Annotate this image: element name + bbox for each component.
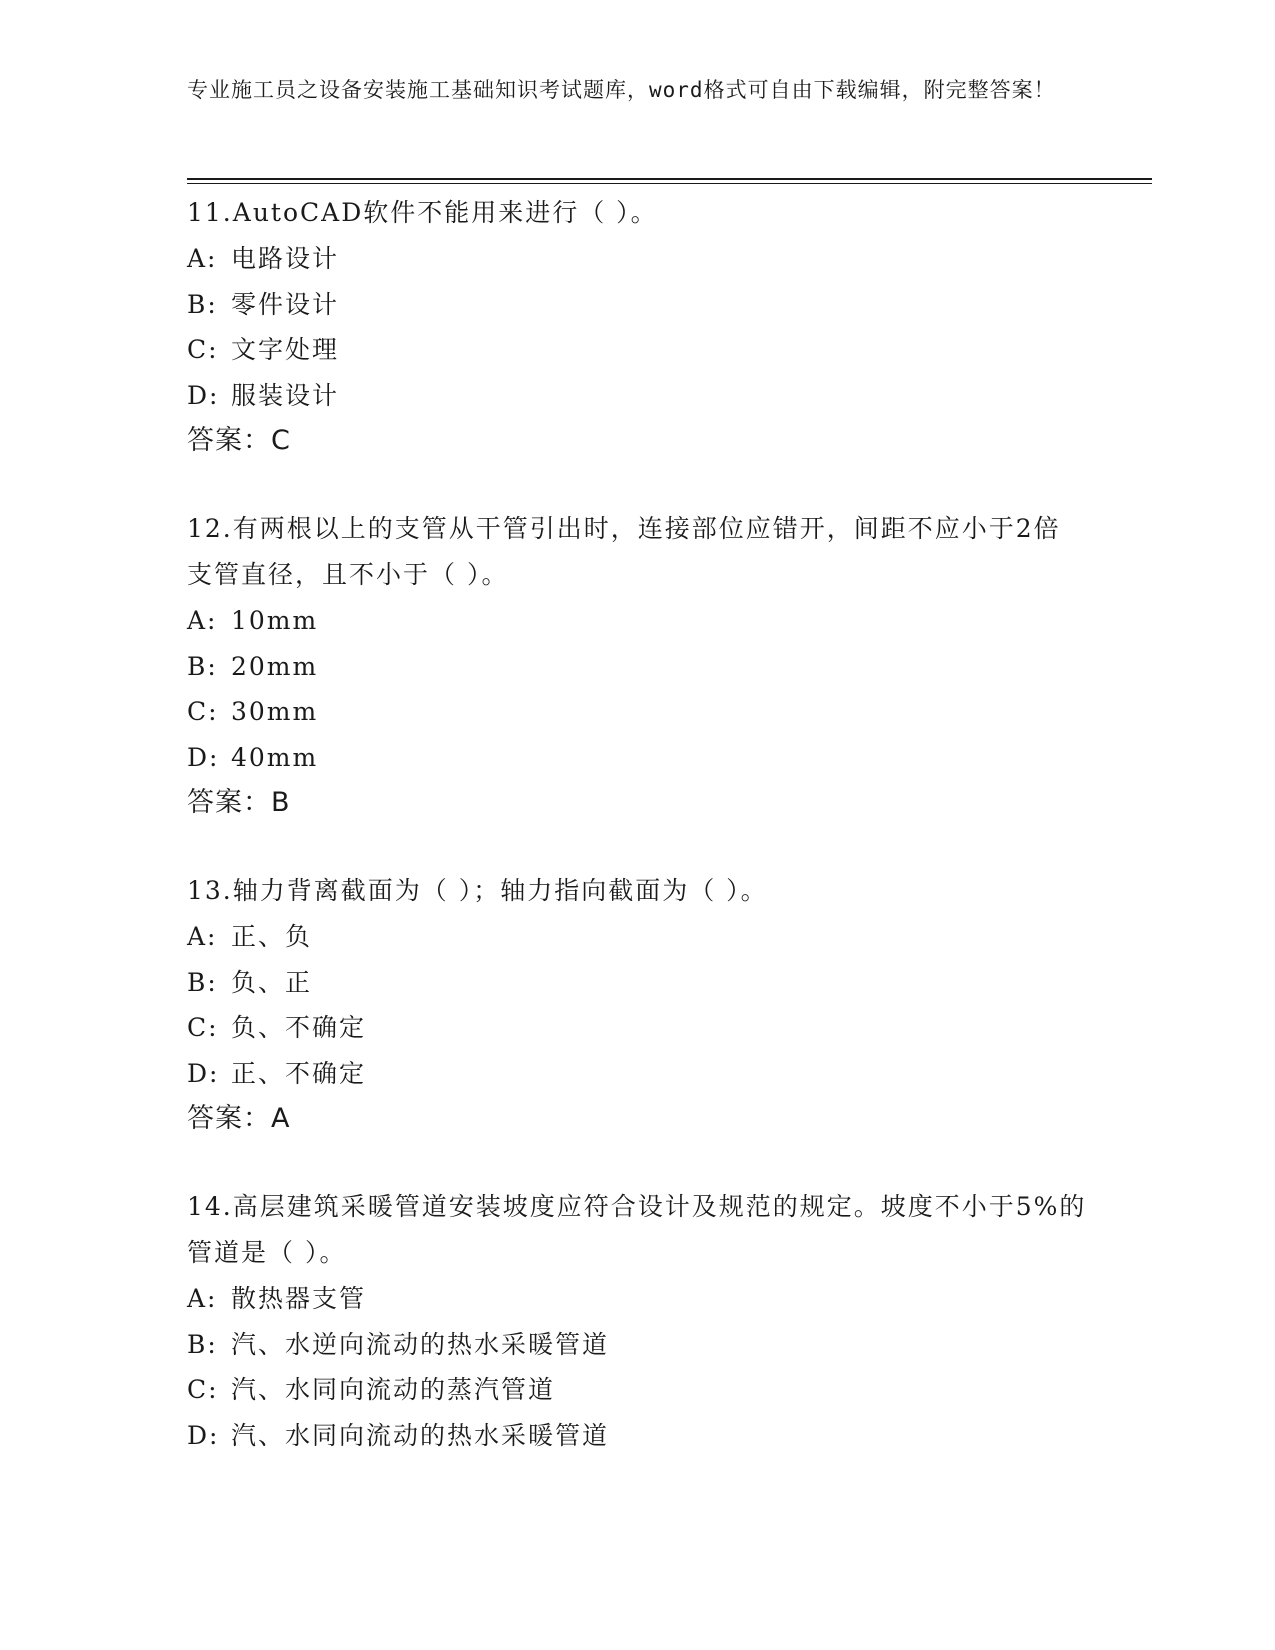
question-stem: 13.轴力背离截面为（ ）；轴力指向截面为（ ）。 [187, 876, 768, 905]
option-d [187, 735, 1087, 781]
option-a [187, 236, 1087, 282]
option-b [187, 282, 1087, 328]
option-letter: B: [187, 967, 218, 997]
option-text: 文字处理 [231, 335, 340, 364]
question-12 [187, 506, 1087, 826]
option-b [187, 1322, 1087, 1368]
option-letter: D: [187, 380, 220, 410]
option-b [187, 644, 1087, 690]
option-text: 汽、水同向流动的热水采暖管道 [231, 1420, 610, 1450]
option-text: 30mm [231, 697, 319, 726]
option-text: 20mm [231, 651, 319, 681]
option-letter: C: [187, 1013, 219, 1042]
option-d [187, 1051, 1087, 1097]
option-a [187, 1276, 1087, 1322]
option-c [187, 689, 1087, 735]
document-header: 专业施工员之设备安装施工基础知识考试题库，word格式可自由下载编辑，附完整答案！ [187, 78, 1056, 102]
answer-label: 答案：C [187, 425, 291, 456]
question-13 [187, 868, 1087, 1142]
option-c [187, 327, 1087, 373]
option-letter: B: [187, 651, 218, 681]
question-list [187, 190, 1087, 1500]
option-a [187, 914, 1087, 960]
option-letter: C: [187, 1375, 219, 1404]
answer-label: 答案：A [187, 1103, 291, 1134]
option-b [187, 960, 1087, 1006]
question-stem: 11.AutoCAD软件不能用来进行（ ）。 [187, 198, 658, 227]
option-text: 电路设计 [231, 244, 340, 273]
header-divider-thick [187, 178, 1152, 180]
option-letter: A: [187, 1284, 218, 1313]
option-text: 正、不确定 [231, 1058, 367, 1088]
option-letter: C: [187, 335, 219, 364]
option-text: 零件设计 [231, 289, 340, 319]
option-d [187, 373, 1087, 419]
question-11 [187, 190, 1087, 464]
option-letter: D: [187, 742, 220, 772]
option-letter: A: [187, 922, 218, 951]
option-letter: A: [187, 244, 218, 273]
option-text: 正、负 [231, 922, 313, 951]
option-letter: D: [187, 1420, 220, 1450]
option-text: 10mm [231, 606, 319, 635]
question-14 [187, 1184, 1087, 1458]
option-a [187, 598, 1087, 644]
option-letter: A: [187, 606, 218, 635]
option-c [187, 1367, 1087, 1413]
option-text: 40mm [231, 742, 319, 772]
answer-label: 答案：B [187, 787, 291, 818]
option-text: 汽、水逆向流动的热水采暖管道 [231, 1329, 610, 1359]
option-text: 负、不确定 [231, 1013, 367, 1042]
question-stem: 14.高层建筑采暖管道安装坡度应符合设计及规范的规定。坡度不小于5%的管道是（ ）。 [187, 1192, 1087, 1267]
option-text: 负、正 [231, 967, 313, 997]
option-letter: B: [187, 289, 218, 319]
option-text: 服装设计 [231, 380, 340, 410]
option-text: 汽、水同向流动的蒸汽管道 [231, 1375, 556, 1404]
option-c [187, 1005, 1087, 1051]
option-letter: C: [187, 697, 219, 726]
option-d [187, 1413, 1087, 1459]
option-letter: D: [187, 1058, 220, 1088]
header-divider-thin [187, 183, 1152, 184]
option-text: 散热器支管 [231, 1284, 367, 1313]
option-letter: B: [187, 1329, 218, 1359]
question-stem: 12.有两根以上的支管从干管引出时，连接部位应错开，间距不应小于2倍支管直径，且不小于（ ）。 [187, 514, 1061, 589]
